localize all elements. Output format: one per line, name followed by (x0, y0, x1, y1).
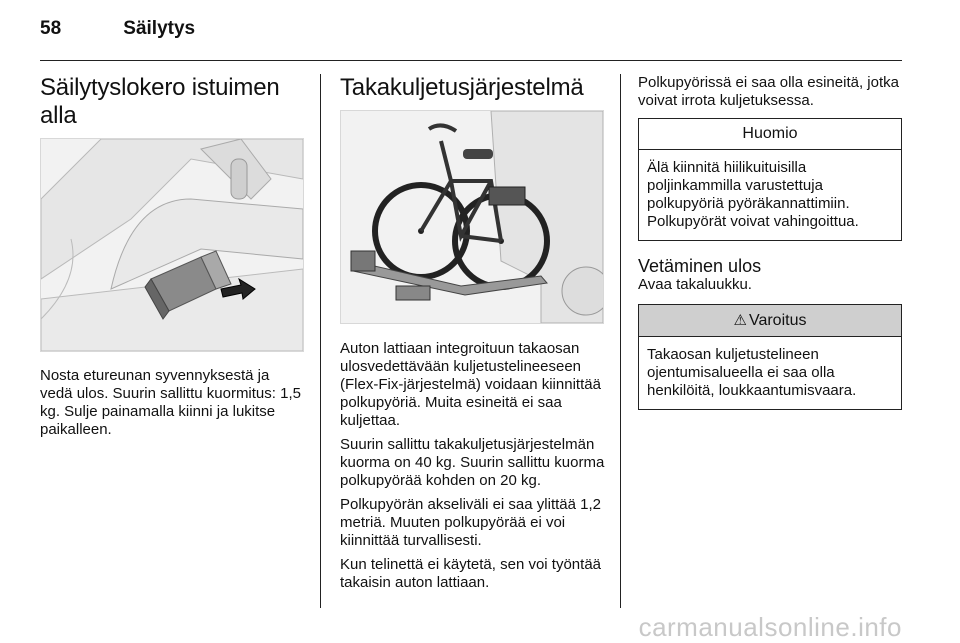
notice-text: Älä kiinnitä hiilikuituisilla poljinkammilla varustettuja polkupyöriä pyöräkannattimiin. Polkupyörät voivat vahingoittua. (647, 159, 859, 230)
page-number: 58 (40, 18, 62, 39)
storage-paragraph: Nosta etureunan syvennyksestä ja vedä ulos. Suurin sallittu kuormitus: 1,5 kg. Sulje painamalla kiinni ja lukitse paikalleen. (40, 367, 301, 438)
header-rule (40, 60, 902, 61)
warning-icon: ⚠ (733, 312, 747, 329)
rear-carrier-paragraph-3: Polkupyörän akseliväli ei saa ylittää 1,2 metriä. Muuten polkupyörää ei voi kiinnittää turvallisesti. (340, 496, 601, 549)
rear-carrier-paragraph-1: Auton lattiaan integroituun takaosan ulosvedettävään kuljetustelineeseen (Flex-Fix-järjestelmä) voidaan kiinnittää polkupyöriä. Muita esineitä ei saa kuljettaa. (340, 340, 601, 429)
intro-paragraph: Polkupyörissä ei saa olla esineitä, jotka voivat irrota kuljetuksessa. (638, 74, 899, 109)
page-header (40, 18, 195, 40)
warning-heading: Varoitus (748, 312, 807, 329)
pull-out-text: Avaa takaluukku. (638, 276, 752, 293)
storage-title: Säilytyslokero istuimen alla (40, 74, 280, 129)
rear-carrier-title: Takakuljetusjärjestelmä (340, 74, 584, 101)
notice-box (638, 118, 902, 241)
section-title: Säilytys (123, 18, 196, 39)
pull-out-title: Vetäminen ulos (638, 256, 762, 276)
bike-carrier-illustration (340, 110, 604, 324)
column-divider-2 (620, 74, 621, 608)
seat-drawer-illustration (40, 138, 304, 352)
column-divider-1 (320, 74, 321, 608)
rear-carrier-paragraph-4: Kun telinettä ei käytetä, sen voi työntää takaisin auton lattiaan. (340, 556, 601, 591)
rear-carrier-paragraph-2: Suurin sallittu takakuljetusjärjestelmän kuorma on 40 kg. Suurin sallittu kuorma polkupyörää kohden on 20 kg. (340, 436, 605, 489)
column-1 (40, 74, 305, 439)
warning-header (639, 305, 901, 337)
column-3 (638, 74, 903, 410)
notice-heading: Huomio (639, 119, 901, 150)
warning-text: Takaosan kuljetustelineen ojentumisalueella ei saa olla henkilöitä, loukkaantumisvaara. (647, 346, 857, 399)
column-2 (340, 74, 605, 592)
warning-box (638, 304, 902, 410)
watermark: carmanualsonline.info (638, 612, 902, 642)
